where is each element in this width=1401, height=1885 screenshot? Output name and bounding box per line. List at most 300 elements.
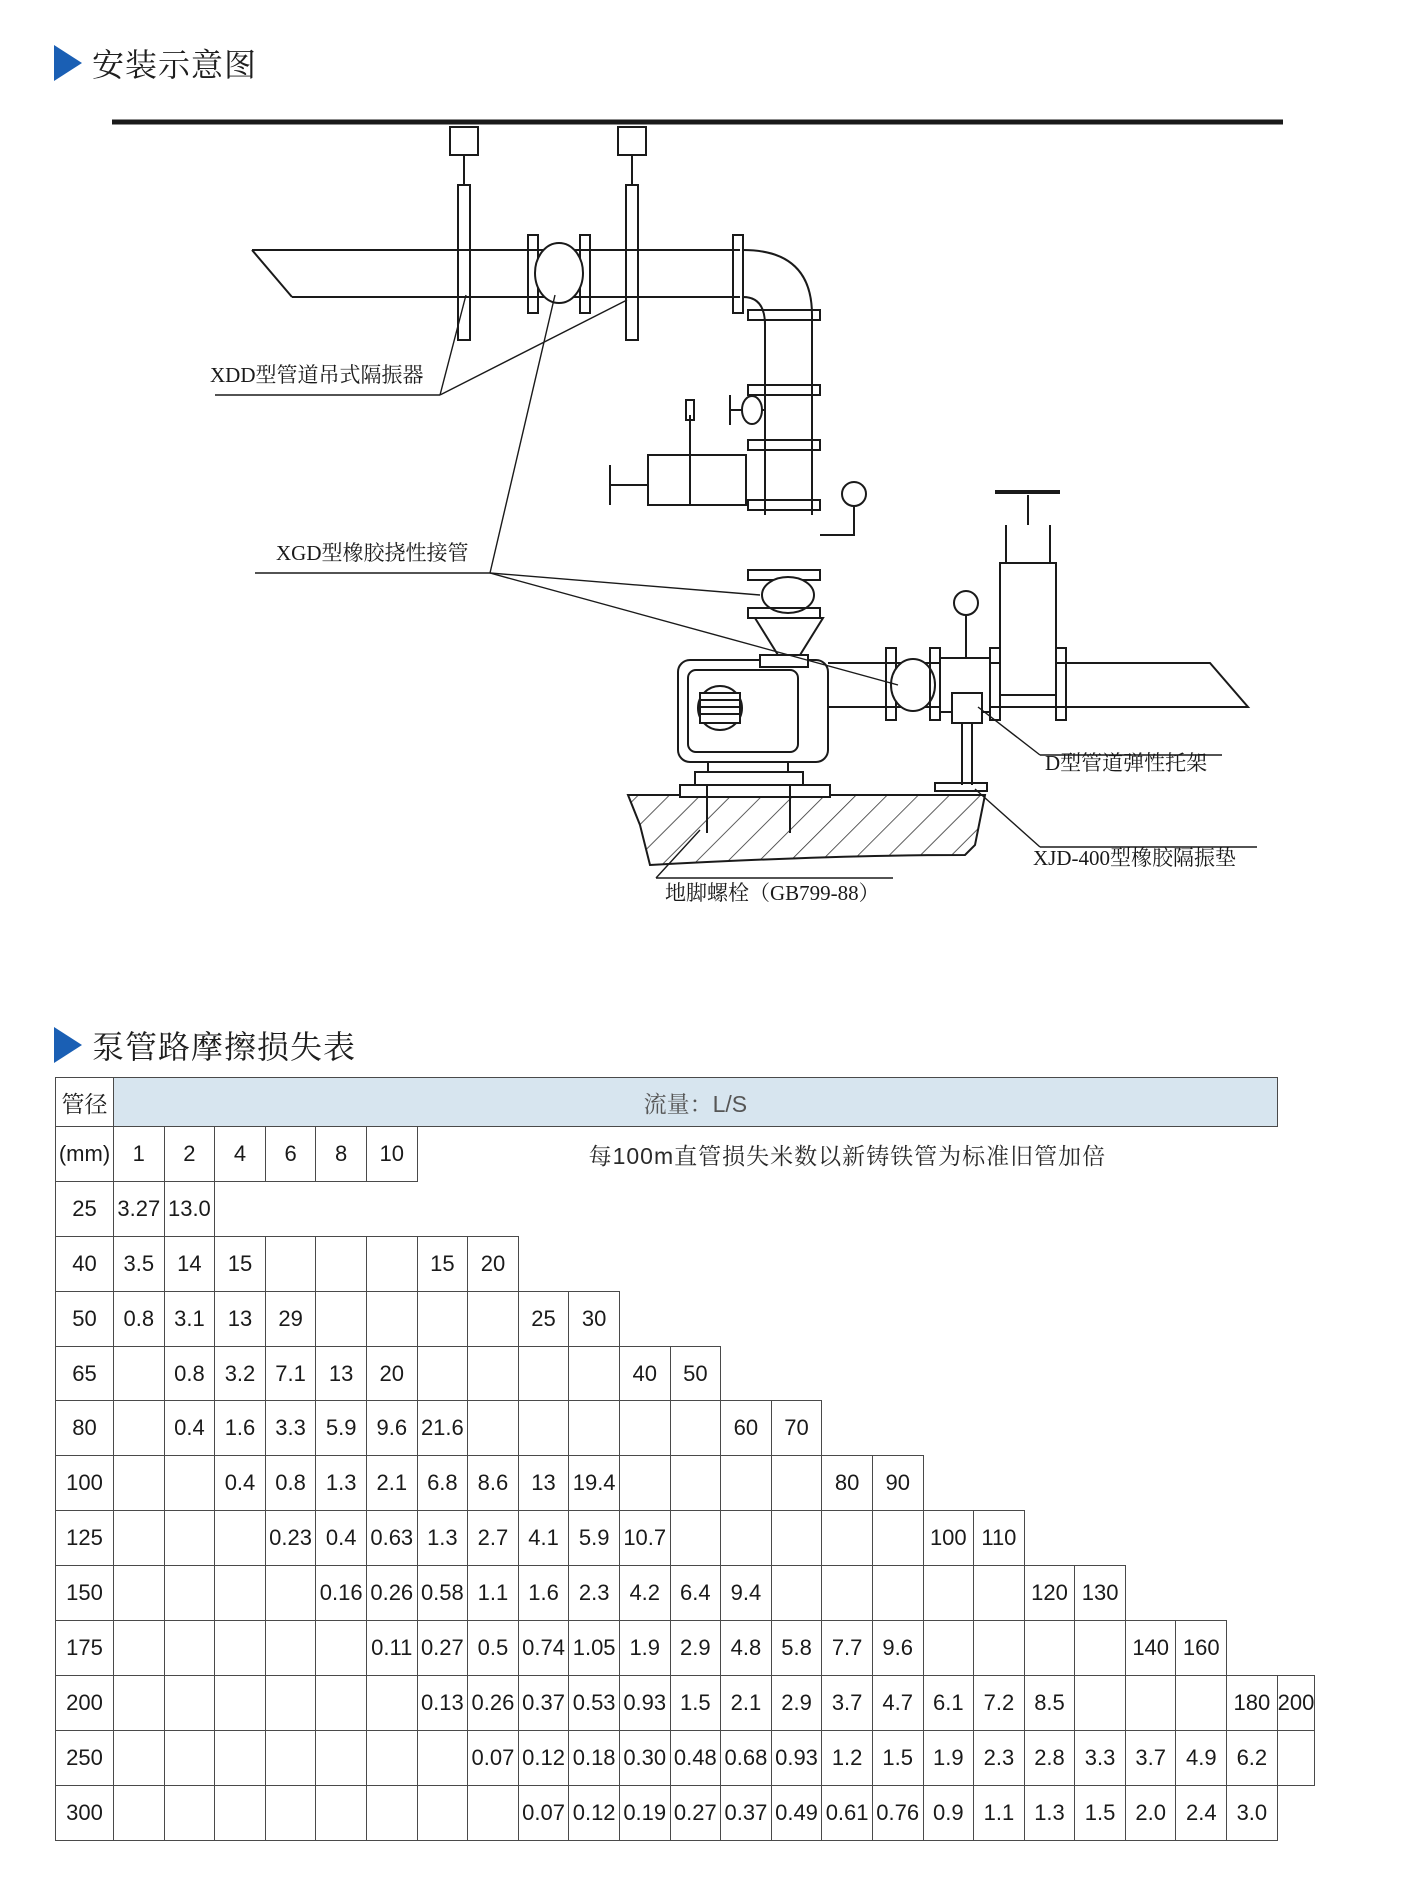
value-cell <box>164 1456 215 1511</box>
value-cell <box>923 1566 974 1621</box>
flow-value-cell: 25 <box>518 1291 569 1346</box>
value-cell <box>164 1675 215 1730</box>
friction-loss-table <box>55 1077 1315 1841</box>
value-cell <box>518 1401 569 1456</box>
empty-cell <box>468 1181 519 1236</box>
value-cell: 7.2 <box>974 1675 1025 1730</box>
empty-cell <box>1227 1401 1278 1456</box>
flow-value-cell: 80 <box>822 1456 873 1511</box>
value-cell: 2.1 <box>721 1675 772 1730</box>
value-cell <box>316 1730 367 1785</box>
value-cell: 0.8 <box>265 1456 316 1511</box>
empty-cell <box>417 1181 468 1236</box>
empty-cell <box>1075 1181 1126 1236</box>
empty-cell <box>721 1346 772 1401</box>
empty-cell <box>974 1456 1025 1511</box>
value-cell: 3.3 <box>1075 1730 1126 1785</box>
value-cell: 1.6 <box>215 1401 266 1456</box>
value-cell <box>114 1621 165 1676</box>
value-cell <box>114 1785 165 1840</box>
empty-cell <box>872 1346 923 1401</box>
install-title-text: 安装示意图 <box>92 46 258 84</box>
empty-cell <box>265 1181 316 1236</box>
value-cell: 4.1 <box>518 1511 569 1566</box>
value-cell <box>215 1730 266 1785</box>
flow-value-cell: 180 <box>1227 1675 1278 1730</box>
value-cell: 5.8 <box>771 1621 822 1676</box>
empty-cell <box>670 1236 721 1291</box>
value-cell: 0.53 <box>569 1675 620 1730</box>
empty-cell <box>1125 1456 1176 1511</box>
value-cell: 3.5 <box>114 1236 165 1291</box>
value-cell: 0.07 <box>468 1730 519 1785</box>
table-row <box>56 1785 1315 1840</box>
value-cell: 6.4 <box>670 1566 721 1621</box>
empty-cell <box>1075 1291 1126 1346</box>
empty-cell <box>1125 1236 1176 1291</box>
value-cell: 0.93 <box>771 1730 822 1785</box>
empty-cell <box>771 1181 822 1236</box>
empty-cell <box>1227 1346 1278 1401</box>
diameter-cell: 150 <box>56 1566 114 1621</box>
value-cell: 0.23 <box>265 1511 316 1566</box>
flow-value-cell: 70 <box>771 1401 822 1456</box>
table-row <box>56 1291 1315 1346</box>
value-cell <box>164 1511 215 1566</box>
label-bolt: 地脚螺栓（GB799-88） <box>665 881 880 905</box>
empty-cell <box>1176 1181 1227 1236</box>
value-cell <box>721 1456 772 1511</box>
value-cell <box>468 1291 519 1346</box>
value-cell: 29 <box>265 1291 316 1346</box>
value-cell <box>417 1346 468 1401</box>
value-cell <box>265 1730 316 1785</box>
value-cell <box>468 1346 519 1401</box>
empty-cell <box>1075 1511 1126 1566</box>
value-cell <box>417 1785 468 1840</box>
value-cell: 13 <box>316 1346 367 1401</box>
empty-cell <box>872 1236 923 1291</box>
empty-cell <box>923 1291 974 1346</box>
empty-cell <box>1227 1511 1278 1566</box>
triangle-bullet-icon <box>54 45 82 81</box>
value-cell: 0.68 <box>721 1730 772 1785</box>
corner-header-cell: 管径 <box>56 1078 114 1127</box>
value-cell <box>872 1511 923 1566</box>
flow-value-cell: 8 <box>316 1127 367 1182</box>
value-cell <box>872 1566 923 1621</box>
value-cell: 19.4 <box>569 1456 620 1511</box>
value-cell <box>974 1566 1025 1621</box>
flow-value-cell: 90 <box>872 1456 923 1511</box>
diameter-cell: 50 <box>56 1291 114 1346</box>
flow-value-cell: 30 <box>569 1291 620 1346</box>
value-cell: 1.3 <box>417 1511 468 1566</box>
value-cell <box>518 1346 569 1401</box>
value-cell: 0.12 <box>569 1785 620 1840</box>
empty-cell <box>670 1181 721 1236</box>
top-pipe <box>252 250 740 297</box>
value-cell <box>619 1401 670 1456</box>
value-cell <box>974 1621 1025 1676</box>
value-cell: 1.1 <box>468 1566 519 1621</box>
flow-value-cell: 20 <box>468 1236 519 1291</box>
value-cell <box>923 1621 974 1676</box>
value-cell <box>114 1675 165 1730</box>
hanger-right <box>618 127 646 340</box>
empty-cell <box>974 1346 1025 1401</box>
value-cell <box>1024 1621 1075 1676</box>
value-cell: 9.6 <box>366 1401 417 1456</box>
value-cell <box>114 1566 165 1621</box>
value-cell: 8.6 <box>468 1456 519 1511</box>
diameter-cell: 65 <box>56 1346 114 1401</box>
empty-cell <box>974 1401 1025 1456</box>
empty-cell <box>872 1181 923 1236</box>
value-cell: 9.6 <box>872 1621 923 1676</box>
empty-cell <box>1125 1511 1176 1566</box>
value-cell: 3.3 <box>265 1401 316 1456</box>
value-cell: 0.27 <box>417 1621 468 1676</box>
flow-value-cell: 10 <box>366 1127 417 1182</box>
value-cell <box>822 1566 873 1621</box>
value-cell <box>265 1621 316 1676</box>
flow-value-cell: 200 <box>1277 1675 1315 1730</box>
empty-cell <box>822 1346 873 1401</box>
empty-cell <box>1024 1401 1075 1456</box>
empty-cell <box>1075 1401 1126 1456</box>
value-cell <box>1277 1730 1315 1785</box>
table-row <box>56 1566 1315 1621</box>
value-cell <box>366 1675 417 1730</box>
value-cell <box>215 1675 266 1730</box>
value-cell: 0.8 <box>114 1291 165 1346</box>
diameter-cell: 175 <box>56 1621 114 1676</box>
label-xjd: XJD-400型橡胶隔振垫 <box>1033 846 1236 870</box>
empty-cell <box>872 1401 923 1456</box>
empty-cell <box>872 1291 923 1346</box>
value-cell: 0.4 <box>164 1401 215 1456</box>
empty-cell <box>923 1346 974 1401</box>
flow-value-cell: 100 <box>923 1511 974 1566</box>
empty-cell <box>1075 1236 1126 1291</box>
flow-value-cell: 4 <box>215 1127 266 1182</box>
value-cell: 13.0 <box>164 1181 215 1236</box>
value-cell: 0.16 <box>316 1566 367 1621</box>
value-cell <box>468 1401 519 1456</box>
value-cell: 1.3 <box>316 1456 367 1511</box>
pump-motor <box>678 655 828 786</box>
empty-cell <box>1125 1401 1176 1456</box>
value-cell: 21.6 <box>417 1401 468 1456</box>
empty-cell <box>822 1236 873 1291</box>
empty-cell <box>974 1181 1025 1236</box>
value-cell <box>164 1566 215 1621</box>
empty-cell <box>619 1236 670 1291</box>
value-cell: 3.1 <box>164 1291 215 1346</box>
flow-value-cell: 110 <box>974 1511 1025 1566</box>
value-cell <box>417 1730 468 1785</box>
table-title-text: 泵管路摩擦损失表 <box>92 1028 357 1066</box>
flow-header-cell: 流量：L/S <box>114 1078 1278 1127</box>
value-cell <box>114 1456 165 1511</box>
value-cell: 1.5 <box>872 1730 923 1785</box>
value-cell: 3.7 <box>1125 1730 1176 1785</box>
empty-cell <box>1227 1621 1278 1676</box>
table-note: 每100m直管损失米数以新铸铁管为标准旧管加倍 <box>588 1142 1107 1169</box>
hanger-left <box>450 127 478 340</box>
value-cell: 5.9 <box>569 1511 620 1566</box>
value-cell: 0.63 <box>366 1511 417 1566</box>
value-cell: 9.4 <box>721 1566 772 1621</box>
value-cell <box>265 1236 316 1291</box>
value-cell: 6.8 <box>417 1456 468 1511</box>
value-cell: 0.37 <box>518 1675 569 1730</box>
value-cell: 8.5 <box>1024 1675 1075 1730</box>
installation-diagram <box>0 95 1401 955</box>
value-cell: 0.26 <box>468 1675 519 1730</box>
value-cell: 2.1 <box>366 1456 417 1511</box>
empty-cell <box>1125 1291 1176 1346</box>
value-cell <box>1075 1621 1126 1676</box>
value-cell: 0.74 <box>518 1621 569 1676</box>
value-cell <box>569 1401 620 1456</box>
value-cell <box>316 1291 367 1346</box>
table-row <box>56 1730 1315 1785</box>
empty-cell <box>1227 1456 1278 1511</box>
value-cell <box>468 1785 519 1840</box>
empty-cell <box>721 1181 772 1236</box>
table-row <box>56 1236 1315 1291</box>
value-cell: 0.5 <box>468 1621 519 1676</box>
value-cell <box>114 1730 165 1785</box>
empty-cell <box>1176 1346 1227 1401</box>
value-cell <box>569 1346 620 1401</box>
empty-cell <box>1125 1566 1176 1621</box>
value-cell <box>771 1566 822 1621</box>
value-cell: 3.7 <box>822 1675 873 1730</box>
value-cell: 2.8 <box>1024 1730 1075 1785</box>
empty-cell <box>316 1181 367 1236</box>
value-cell: 2.3 <box>569 1566 620 1621</box>
value-cell <box>164 1730 215 1785</box>
value-cell: 20 <box>366 1346 417 1401</box>
value-cell: 0.37 <box>721 1785 772 1840</box>
value-cell <box>265 1566 316 1621</box>
empty-cell <box>1176 1401 1227 1456</box>
value-cell: 1.6 <box>518 1566 569 1621</box>
value-cell <box>670 1511 721 1566</box>
value-cell: 1.5 <box>1075 1785 1126 1840</box>
value-cell <box>316 1675 367 1730</box>
flow-value-cell: 50 <box>670 1346 721 1401</box>
value-cell: 1.2 <box>822 1730 873 1785</box>
value-cell: 0.93 <box>619 1675 670 1730</box>
diameter-cell: 100 <box>56 1456 114 1511</box>
empty-cell <box>569 1236 620 1291</box>
empty-cell <box>518 1181 569 1236</box>
value-cell: 0.61 <box>822 1785 873 1840</box>
empty-cell <box>1024 1511 1075 1566</box>
value-cell <box>215 1785 266 1840</box>
value-cell: 4.9 <box>1176 1730 1227 1785</box>
value-cell: 0.4 <box>215 1456 266 1511</box>
empty-cell <box>1176 1236 1227 1291</box>
value-cell: 0.58 <box>417 1566 468 1621</box>
empty-cell <box>1176 1511 1227 1566</box>
value-cell <box>316 1785 367 1840</box>
value-cell: 1.05 <box>569 1621 620 1676</box>
value-cell: 2.9 <box>670 1621 721 1676</box>
value-cell <box>265 1785 316 1840</box>
value-cell: 7.1 <box>265 1346 316 1401</box>
value-cell <box>316 1236 367 1291</box>
empty-cell <box>619 1181 670 1236</box>
value-cell <box>215 1511 266 1566</box>
value-cell: 0.12 <box>518 1730 569 1785</box>
flow-value-cell: 40 <box>619 1346 670 1401</box>
value-cell: 0.30 <box>619 1730 670 1785</box>
empty-cell <box>974 1236 1025 1291</box>
flow-value-cell: 60 <box>721 1401 772 1456</box>
empty-cell <box>670 1291 721 1346</box>
value-cell <box>215 1621 266 1676</box>
value-cell <box>164 1785 215 1840</box>
table-row <box>56 1675 1315 1730</box>
table-row <box>56 1346 1315 1401</box>
diameter-cell: 80 <box>56 1401 114 1456</box>
empty-cell <box>1075 1346 1126 1401</box>
value-cell <box>114 1346 165 1401</box>
table-section-title <box>54 1022 356 1068</box>
value-cell: 2.9 <box>771 1675 822 1730</box>
value-cell: 0.8 <box>164 1346 215 1401</box>
value-cell <box>316 1621 367 1676</box>
empty-cell <box>822 1181 873 1236</box>
value-cell <box>1176 1675 1227 1730</box>
empty-cell <box>1227 1291 1278 1346</box>
value-cell <box>619 1456 670 1511</box>
value-cell <box>265 1675 316 1730</box>
value-cell <box>417 1291 468 1346</box>
value-cell <box>670 1401 721 1456</box>
empty-cell <box>771 1346 822 1401</box>
value-cell: 6.1 <box>923 1675 974 1730</box>
value-cell <box>366 1236 417 1291</box>
value-cell: 7.7 <box>822 1621 873 1676</box>
label-xdd: XDD型管道吊式隔振器 <box>210 363 424 387</box>
empty-cell <box>1024 1291 1075 1346</box>
empty-cell <box>1075 1456 1126 1511</box>
empty-cell <box>366 1181 417 1236</box>
triangle-bullet-icon <box>54 1027 82 1063</box>
value-cell <box>215 1566 266 1621</box>
value-cell: 0.13 <box>417 1675 468 1730</box>
value-cell: 1.1 <box>974 1785 1025 1840</box>
flow-value-cell: 120 <box>1024 1566 1075 1621</box>
empty-cell <box>721 1291 772 1346</box>
empty-cell <box>923 1181 974 1236</box>
empty-cell <box>974 1291 1025 1346</box>
empty-cell <box>1227 1566 1278 1621</box>
empty-cell <box>569 1181 620 1236</box>
empty-cell <box>771 1236 822 1291</box>
empty-cell <box>1125 1181 1176 1236</box>
table-row <box>56 1181 1315 1236</box>
empty-cell <box>923 1456 974 1511</box>
value-cell: 3.27 <box>114 1181 165 1236</box>
value-cell <box>366 1785 417 1840</box>
flow-value-cell: 160 <box>1176 1621 1227 1676</box>
label-d-support: D型管道弹性托架 <box>1045 751 1208 775</box>
empty-cell <box>822 1291 873 1346</box>
value-cell: 3.0 <box>1227 1785 1278 1840</box>
value-cell: 0.19 <box>619 1785 670 1840</box>
value-cell: 2.4 <box>1176 1785 1227 1840</box>
flow-value-cell: 130 <box>1075 1566 1126 1621</box>
diameter-cell: 40 <box>56 1236 114 1291</box>
value-cell: 0.27 <box>670 1785 721 1840</box>
value-cell: 4.8 <box>721 1621 772 1676</box>
value-cell: 0.48 <box>670 1730 721 1785</box>
value-cell <box>114 1401 165 1456</box>
flow-value-cell: 2 <box>164 1127 215 1182</box>
value-cell: 2.3 <box>974 1730 1025 1785</box>
diameter-cell: 250 <box>56 1730 114 1785</box>
value-cell: 0.11 <box>366 1621 417 1676</box>
value-cell <box>1075 1675 1126 1730</box>
empty-cell <box>1176 1566 1227 1621</box>
friction-loss-table-wrap <box>55 1077 1315 1841</box>
value-cell: 5.9 <box>316 1401 367 1456</box>
value-cell <box>1125 1675 1176 1730</box>
value-cell: 3.2 <box>215 1346 266 1401</box>
diameter-cell: 200 <box>56 1675 114 1730</box>
flow-value-cell: 15 <box>417 1236 468 1291</box>
empty-cell <box>518 1236 569 1291</box>
value-cell: 2.0 <box>1125 1785 1176 1840</box>
table-row <box>56 1401 1315 1456</box>
empty-cell <box>1125 1346 1176 1401</box>
value-cell: 1.9 <box>619 1621 670 1676</box>
empty-cell <box>923 1236 974 1291</box>
value-cell <box>721 1511 772 1566</box>
unit-cell: (mm) <box>56 1127 114 1182</box>
value-cell: 4.7 <box>872 1675 923 1730</box>
install-section-title <box>54 40 257 86</box>
table-row <box>56 1456 1315 1511</box>
value-cell: 0.07 <box>518 1785 569 1840</box>
value-cell: 1.9 <box>923 1730 974 1785</box>
empty-cell <box>215 1181 266 1236</box>
value-cell <box>670 1456 721 1511</box>
value-cell <box>366 1291 417 1346</box>
value-cell: 13 <box>215 1291 266 1346</box>
value-cell: 0.9 <box>923 1785 974 1840</box>
flow-value-cell: 6 <box>265 1127 316 1182</box>
table-row <box>56 1621 1315 1676</box>
value-cell: 10.7 <box>619 1511 670 1566</box>
empty-cell <box>1227 1236 1278 1291</box>
flow-value-cell: 140 <box>1125 1621 1176 1676</box>
diameter-cell: 300 <box>56 1785 114 1840</box>
value-cell: 0.49 <box>771 1785 822 1840</box>
value-cell <box>164 1621 215 1676</box>
value-cell: 2.7 <box>468 1511 519 1566</box>
value-cell: 15 <box>215 1236 266 1291</box>
label-xgd: XGD型橡胶挠性接管 <box>276 541 469 565</box>
value-cell: 1.5 <box>670 1675 721 1730</box>
